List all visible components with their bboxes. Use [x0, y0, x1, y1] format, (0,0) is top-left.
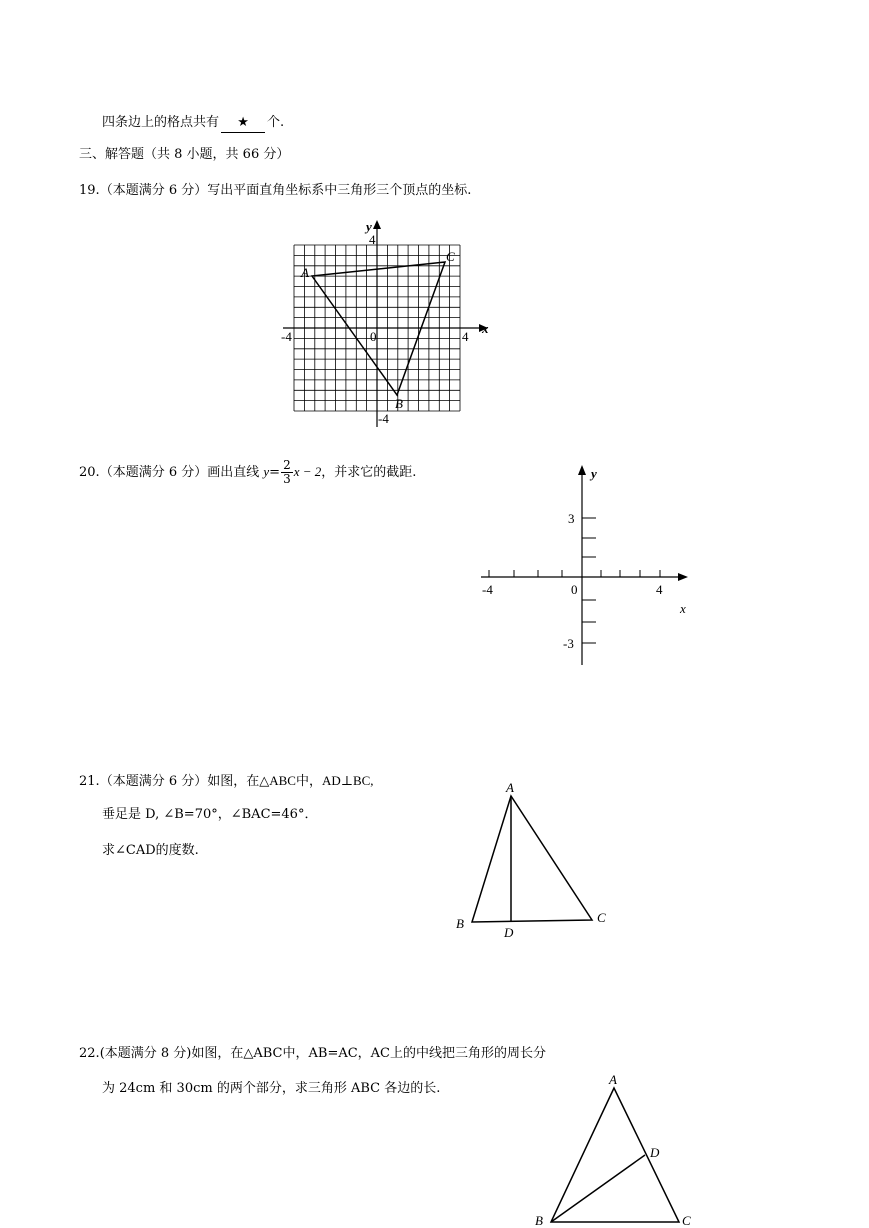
- q19-number: 19.: [79, 183, 100, 198]
- q20-y-label: y: [591, 466, 597, 481]
- q19-right-tick: 4: [462, 329, 469, 344]
- q21-number: 21.: [79, 774, 100, 789]
- section-3-title: 三、解答题（共 8 小题，共 66 分）: [79, 147, 290, 162]
- q20-eq-rest: x − 2: [293, 464, 322, 479]
- q20-text-before: 画出直线: [207, 465, 260, 480]
- q19-x-label: x: [482, 321, 489, 336]
- q18-answer-blank: ★: [221, 114, 265, 133]
- q18-text-after: 个.: [267, 115, 285, 130]
- q21-vertex-b: B: [456, 916, 464, 931]
- q20-y-pos-tick: 3: [568, 511, 575, 526]
- q21-vertex-a: A: [506, 780, 514, 795]
- q20-eq-y: y: [263, 464, 270, 479]
- q20-y-neg-tick: -3: [563, 636, 574, 651]
- q20-eq-numerator: 2: [283, 458, 291, 472]
- q20-x-pos-tick: 4: [656, 582, 663, 597]
- q20-score: （本题满分 6 分）: [99, 465, 208, 480]
- q21-score: （本题满分 6 分）: [99, 774, 208, 789]
- q20-x-neg-tick: -4: [482, 582, 493, 597]
- q19-vertex-b: B: [395, 396, 403, 411]
- q19-y-label: y: [366, 219, 372, 234]
- q19-score: （本题满分 6 分）: [99, 183, 208, 198]
- q20-number: 20.: [79, 465, 100, 480]
- q21-prompt-line3: 求∠CAD的度数.: [102, 843, 199, 858]
- q20-x-label: x: [680, 601, 686, 616]
- q21-line1: 如图，在△ABC中，AD⊥BC,: [207, 773, 374, 788]
- q22-midpoint-d: D: [650, 1145, 660, 1160]
- q20-text-after: ，并求它的截距.: [321, 465, 417, 480]
- q19-text: 写出平面直角坐标系中三角形三个顶点的坐标.: [207, 183, 472, 198]
- q22-vertex-b: B: [535, 1213, 543, 1228]
- q22-triangle: [551, 1088, 679, 1222]
- q19-left-tick: -4: [281, 329, 292, 344]
- q18-text-before: 四条边上的格点共有: [102, 115, 220, 130]
- q21-prompt-line2: 垂足是 D, ∠B=70°，∠BAC=46°．: [102, 807, 318, 822]
- q20-origin: 0: [571, 582, 578, 597]
- q21-vertex-c: C: [597, 910, 606, 925]
- q19-bottom-tick: -4: [378, 411, 389, 426]
- q19-top-tick: 4: [369, 232, 376, 247]
- q19-vertex-a: A: [301, 265, 309, 280]
- q22-prompt-line2: 为 24cm 和 30cm 的两个部分，求三角形 ABC 各边的长.: [102, 1081, 441, 1096]
- q21-foot-d: D: [504, 925, 514, 940]
- q22-score: (本题满分 8 分): [99, 1046, 192, 1061]
- q22-number: 22.: [79, 1046, 100, 1061]
- q22-line1: 如图，在△ABC中，AB=AC，AC上的中线把三角形的周长分: [191, 1046, 547, 1061]
- q19-vertex-c: C: [446, 249, 455, 264]
- q20-eq-equals: =: [269, 465, 281, 480]
- q19-origin: 0: [370, 329, 377, 344]
- q22-vertex-c: C: [682, 1213, 691, 1228]
- q20-eq-denominator: 3: [283, 472, 291, 486]
- q22-median-bd: [551, 1155, 645, 1222]
- q22-vertex-a: A: [609, 1072, 617, 1087]
